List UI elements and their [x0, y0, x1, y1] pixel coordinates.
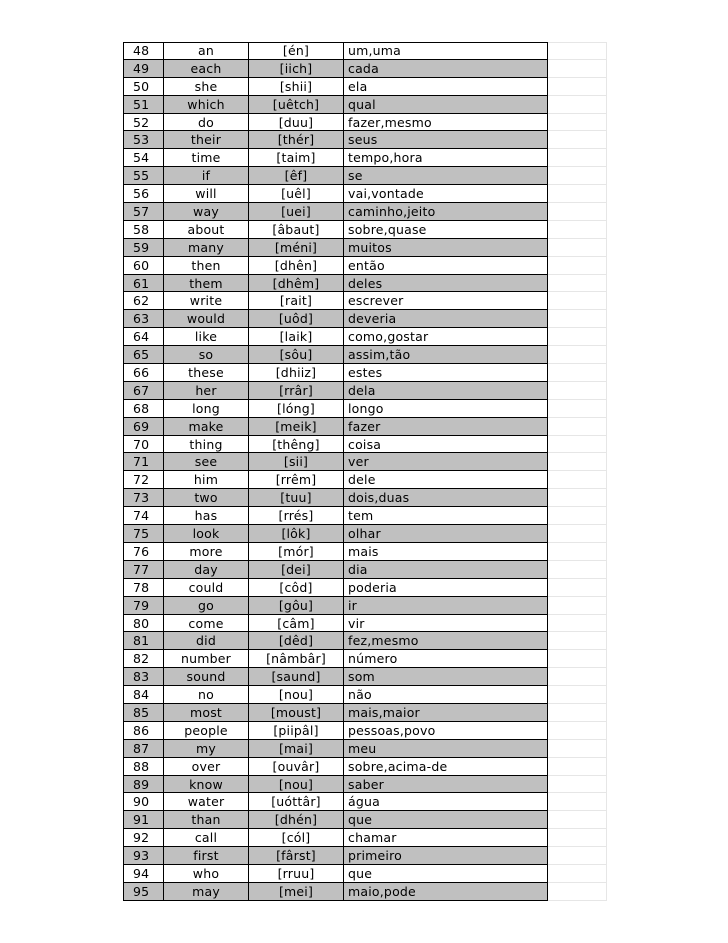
translation-cell: fez,mesmo	[348, 633, 419, 649]
table-row	[123, 579, 607, 597]
pronunciation-cell: [rait]	[249, 292, 344, 310]
vocabulary-table	[123, 42, 607, 901]
pronunciation-cell: [nâmbâr]	[249, 650, 344, 668]
translation-cell: então	[348, 257, 385, 273]
row-number-cell: 57	[123, 203, 164, 221]
pronunciation-cell: [câm]	[249, 615, 344, 633]
translation-cell: cada	[348, 60, 379, 76]
pronunciation-cell: [uêtch]	[249, 96, 344, 114]
empty-grid-cell	[548, 436, 607, 454]
pronunciation-cell: [meik]	[249, 418, 344, 436]
pronunciation-cell: [méni]	[249, 239, 344, 257]
translation-cell: seus	[348, 132, 378, 148]
pronunciation-cell: [sôu]	[249, 346, 344, 364]
empty-grid-cell	[548, 60, 607, 78]
english-word-cell: them	[164, 275, 249, 293]
empty-grid-cell	[548, 185, 607, 203]
translation-cell: não	[348, 687, 372, 703]
empty-grid-cell	[548, 740, 607, 758]
table-row	[123, 883, 607, 901]
translation-cell: dois,duas	[348, 490, 410, 506]
table-row	[123, 131, 607, 149]
table-row	[123, 561, 607, 579]
english-word-cell: write	[164, 292, 249, 310]
translation-cell: como,gostar	[348, 329, 429, 345]
empty-grid-cell	[548, 257, 607, 275]
row-number-cell: 65	[123, 346, 164, 364]
pronunciation-cell: [piipâl]	[249, 722, 344, 740]
translation-cell: vai,vontade	[348, 186, 424, 202]
english-word-cell: day	[164, 561, 249, 579]
table-row	[123, 829, 607, 847]
english-word-cell: time	[164, 149, 249, 167]
english-word-cell: no	[164, 686, 249, 704]
translation-cell: vir	[348, 615, 365, 631]
translation-cell: coisa	[348, 436, 382, 452]
row-number-cell: 67	[123, 382, 164, 400]
english-word-cell: did	[164, 632, 249, 650]
table-row	[123, 167, 607, 185]
pronunciation-cell: [mai]	[249, 740, 344, 758]
english-word-cell: will	[164, 185, 249, 203]
empty-grid-cell	[548, 650, 607, 668]
empty-grid-cell	[548, 221, 607, 239]
pronunciation-cell: [mei]	[249, 883, 344, 901]
translation-cell: poderia	[348, 579, 397, 595]
empty-grid-cell	[548, 883, 607, 901]
table-row	[123, 239, 607, 257]
table-row	[123, 114, 607, 132]
translation-cell: dela	[348, 382, 376, 398]
english-word-cell: than	[164, 811, 249, 829]
row-number-cell: 72	[123, 471, 164, 489]
pronunciation-cell: [âbaut]	[249, 221, 344, 239]
english-word-cell: has	[164, 507, 249, 525]
empty-grid-cell	[548, 364, 607, 382]
pronunciation-cell: [taim]	[249, 149, 344, 167]
translation-cell: sobre,quase	[348, 221, 427, 237]
row-number-cell: 88	[123, 758, 164, 776]
pronunciation-cell: [shii]	[249, 78, 344, 96]
english-word-cell: over	[164, 758, 249, 776]
row-number-cell: 68	[123, 400, 164, 418]
translation-cell: mais,maior	[348, 704, 420, 720]
row-number-cell: 59	[123, 239, 164, 257]
english-word-cell: would	[164, 310, 249, 328]
row-number-cell: 48	[123, 42, 164, 60]
row-number-cell: 82	[123, 650, 164, 668]
empty-grid-cell	[548, 471, 607, 489]
row-number-cell: 79	[123, 597, 164, 615]
english-word-cell: my	[164, 740, 249, 758]
row-number-cell: 58	[123, 221, 164, 239]
pronunciation-cell: [dêd]	[249, 632, 344, 650]
pronunciation-cell: [uôd]	[249, 310, 344, 328]
table-row	[123, 78, 607, 96]
translation-cell: mais	[348, 543, 379, 559]
empty-grid-cell	[548, 149, 607, 167]
pronunciation-cell: [én]	[249, 42, 344, 60]
pronunciation-cell: [uei]	[249, 203, 344, 221]
row-number-cell: 69	[123, 418, 164, 436]
table-row	[123, 650, 607, 668]
pronunciation-cell: [nou]	[249, 776, 344, 794]
pronunciation-cell: [uóttâr]	[249, 793, 344, 811]
table-row	[123, 740, 607, 758]
row-number-cell: 81	[123, 632, 164, 650]
pronunciation-cell: [lôk]	[249, 525, 344, 543]
pronunciation-cell: [rrêm]	[249, 471, 344, 489]
row-number-cell: 49	[123, 60, 164, 78]
row-number-cell: 62	[123, 292, 164, 310]
empty-grid-cell	[548, 42, 607, 60]
empty-grid-cell	[548, 418, 607, 436]
empty-grid-cell	[548, 579, 607, 597]
pronunciation-cell: [rruu]	[249, 865, 344, 883]
empty-grid-cell	[548, 632, 607, 650]
translation-cell: sobre,acima-de	[348, 758, 448, 774]
translation-cell: caminho,jeito	[348, 204, 436, 220]
english-word-cell: so	[164, 346, 249, 364]
empty-grid-cell	[548, 203, 607, 221]
translation-cell: ela	[348, 78, 368, 94]
empty-grid-cell	[548, 525, 607, 543]
translation-cell: longo	[348, 400, 384, 416]
table-row	[123, 686, 607, 704]
table-row	[123, 60, 607, 78]
translation-cell: fazer	[348, 418, 381, 434]
pronunciation-cell: [saund]	[249, 668, 344, 686]
empty-grid-cell	[548, 865, 607, 883]
translation-cell: deles	[348, 275, 383, 291]
empty-grid-cell	[548, 829, 607, 847]
english-word-cell: could	[164, 579, 249, 597]
table-row	[123, 811, 607, 829]
pronunciation-cell: [mór]	[249, 543, 344, 561]
empty-grid-cell	[548, 328, 607, 346]
english-word-cell: long	[164, 400, 249, 418]
table-row	[123, 668, 607, 686]
english-word-cell: an	[164, 42, 249, 60]
empty-grid-cell	[548, 776, 607, 794]
pronunciation-cell: [thér]	[249, 131, 344, 149]
empty-grid-cell	[548, 722, 607, 740]
translation-cell: maio,pode	[348, 883, 416, 899]
english-word-cell: then	[164, 257, 249, 275]
english-word-cell: number	[164, 650, 249, 668]
row-number-cell: 53	[123, 131, 164, 149]
pronunciation-cell: [moust]	[249, 704, 344, 722]
empty-grid-cell	[548, 615, 607, 633]
empty-grid-cell	[548, 453, 607, 471]
row-number-cell: 74	[123, 507, 164, 525]
row-number-cell: 87	[123, 740, 164, 758]
translation-cell: dia	[348, 561, 368, 577]
translation-cell: deveria	[348, 311, 397, 327]
table-row	[123, 400, 607, 418]
pronunciation-cell: [sii]	[249, 453, 344, 471]
empty-grid-cell	[548, 96, 607, 114]
pronunciation-cell: [rrâr]	[249, 382, 344, 400]
translation-cell: assim,tão	[348, 347, 411, 363]
row-number-cell: 86	[123, 722, 164, 740]
translation-cell: pessoas,povo	[348, 722, 436, 738]
translation-cell: primeiro	[348, 848, 402, 864]
translation-cell: qual	[348, 96, 376, 112]
empty-grid-cell	[548, 811, 607, 829]
translation-cell: saber	[348, 776, 384, 792]
row-number-cell: 66	[123, 364, 164, 382]
empty-grid-cell	[548, 346, 607, 364]
english-word-cell: may	[164, 883, 249, 901]
row-number-cell: 77	[123, 561, 164, 579]
empty-grid-cell	[548, 310, 607, 328]
translation-cell: muitos	[348, 239, 392, 255]
table-row	[123, 453, 607, 471]
pronunciation-cell: [iich]	[249, 60, 344, 78]
english-word-cell: two	[164, 489, 249, 507]
translation-cell: som	[348, 669, 375, 685]
english-word-cell: see	[164, 453, 249, 471]
empty-grid-cell	[548, 507, 607, 525]
english-word-cell: him	[164, 471, 249, 489]
pronunciation-cell: [laik]	[249, 328, 344, 346]
pronunciation-cell: [tuu]	[249, 489, 344, 507]
translation-cell: escrever	[348, 293, 404, 309]
english-word-cell: look	[164, 525, 249, 543]
english-word-cell: water	[164, 793, 249, 811]
row-number-cell: 63	[123, 310, 164, 328]
translation-cell: um,uma	[348, 43, 402, 58]
row-number-cell: 89	[123, 776, 164, 794]
translation-cell: dele	[348, 472, 376, 488]
pronunciation-cell: [cól]	[249, 829, 344, 847]
translation-cell: fazer,mesmo	[348, 114, 432, 130]
english-word-cell: who	[164, 865, 249, 883]
row-number-cell: 94	[123, 865, 164, 883]
pronunciation-cell: [dhiiz]	[249, 364, 344, 382]
table-row	[123, 471, 607, 489]
empty-grid-cell	[548, 597, 607, 615]
translation-cell: meu	[348, 740, 377, 756]
table-row	[123, 185, 607, 203]
english-word-cell: her	[164, 382, 249, 400]
translation-cell: chamar	[348, 830, 397, 846]
table-row	[123, 221, 607, 239]
pronunciation-cell: [dhén]	[249, 811, 344, 829]
table-row	[123, 543, 607, 561]
table-row	[123, 96, 607, 114]
pronunciation-cell: [uêl]	[249, 185, 344, 203]
row-number-cell: 52	[123, 114, 164, 132]
row-number-cell: 76	[123, 543, 164, 561]
english-word-cell: most	[164, 704, 249, 722]
empty-grid-cell	[548, 847, 607, 865]
table-row	[123, 758, 607, 776]
row-number-cell: 84	[123, 686, 164, 704]
english-word-cell: sound	[164, 668, 249, 686]
pronunciation-cell: [dhêm]	[249, 275, 344, 293]
row-number-cell: 60	[123, 257, 164, 275]
english-word-cell: about	[164, 221, 249, 239]
table-row	[123, 346, 607, 364]
row-number-cell: 95	[123, 883, 164, 901]
translation-cell: tem	[348, 508, 374, 524]
row-number-cell: 51	[123, 96, 164, 114]
english-word-cell: call	[164, 829, 249, 847]
english-word-cell: go	[164, 597, 249, 615]
pronunciation-cell: [dhên]	[249, 257, 344, 275]
row-number-cell: 80	[123, 615, 164, 633]
translation-cell: que	[348, 865, 373, 881]
english-word-cell: know	[164, 776, 249, 794]
table-row	[123, 292, 607, 310]
empty-grid-cell	[548, 758, 607, 776]
english-word-cell: which	[164, 96, 249, 114]
row-number-cell: 55	[123, 167, 164, 185]
row-number-cell: 92	[123, 829, 164, 847]
english-word-cell: if	[164, 167, 249, 185]
row-number-cell: 64	[123, 328, 164, 346]
empty-grid-cell	[548, 668, 607, 686]
row-number-cell: 54	[123, 149, 164, 167]
row-number-cell: 83	[123, 668, 164, 686]
empty-grid-cell	[548, 78, 607, 96]
empty-grid-cell	[548, 275, 607, 293]
pronunciation-cell: [êf]	[249, 167, 344, 185]
pronunciation-cell: [gôu]	[249, 597, 344, 615]
table-row	[123, 42, 607, 60]
table-row	[123, 632, 607, 650]
table-row	[123, 310, 607, 328]
empty-grid-cell	[548, 382, 607, 400]
translation-cell: número	[348, 651, 398, 667]
empty-grid-cell	[548, 167, 607, 185]
english-word-cell: she	[164, 78, 249, 96]
pronunciation-cell: [lóng]	[249, 400, 344, 418]
empty-grid-cell	[548, 400, 607, 418]
translation-cell: água	[348, 794, 380, 810]
translation-cell: que	[348, 812, 373, 828]
translation-cell: tempo,hora	[348, 150, 423, 166]
translation-cell: olhar	[348, 526, 381, 542]
english-word-cell: people	[164, 722, 249, 740]
empty-grid-cell	[548, 686, 607, 704]
english-word-cell: many	[164, 239, 249, 257]
table-row	[123, 847, 607, 865]
table-row	[123, 418, 607, 436]
empty-grid-cell	[548, 114, 607, 132]
table-row	[123, 149, 607, 167]
table-row	[123, 615, 607, 633]
pronunciation-cell: [duu]	[249, 114, 344, 132]
english-word-cell: way	[164, 203, 249, 221]
table-row	[123, 507, 607, 525]
row-number-cell: 85	[123, 704, 164, 722]
table-row	[123, 436, 607, 454]
row-number-cell: 91	[123, 811, 164, 829]
english-word-cell: these	[164, 364, 249, 382]
pronunciation-cell: [rrés]	[249, 507, 344, 525]
translation-cell: se	[348, 168, 363, 184]
english-word-cell: more	[164, 543, 249, 561]
table-row	[123, 489, 607, 507]
english-word-cell: each	[164, 60, 249, 78]
empty-grid-cell	[548, 292, 607, 310]
table-row	[123, 793, 607, 811]
english-word-cell: like	[164, 328, 249, 346]
table-row	[123, 382, 607, 400]
english-word-cell: first	[164, 847, 249, 865]
pronunciation-cell: [nou]	[249, 686, 344, 704]
row-number-cell: 71	[123, 453, 164, 471]
table-row	[123, 203, 607, 221]
row-number-cell: 90	[123, 793, 164, 811]
empty-grid-cell	[548, 489, 607, 507]
empty-grid-cell	[548, 131, 607, 149]
english-word-cell: make	[164, 418, 249, 436]
row-number-cell: 78	[123, 579, 164, 597]
translation-cell: ir	[348, 597, 358, 613]
row-number-cell: 56	[123, 185, 164, 203]
table-row	[123, 525, 607, 543]
table-row	[123, 704, 607, 722]
row-number-cell: 61	[123, 275, 164, 293]
row-number-cell: 93	[123, 847, 164, 865]
table-rows	[123, 42, 607, 901]
empty-grid-cell	[548, 561, 607, 579]
pronunciation-cell: [thêng]	[249, 436, 344, 454]
table-row	[123, 865, 607, 883]
row-number-cell: 75	[123, 525, 164, 543]
pronunciation-cell: [fârst]	[249, 847, 344, 865]
english-word-cell: their	[164, 131, 249, 149]
table-row	[123, 257, 607, 275]
empty-grid-cell	[548, 793, 607, 811]
translation-cell: estes	[348, 365, 383, 381]
english-word-cell: come	[164, 615, 249, 633]
table-row	[123, 776, 607, 794]
empty-grid-cell	[548, 239, 607, 257]
row-number-cell: 70	[123, 436, 164, 454]
empty-grid-cell	[548, 704, 607, 722]
pronunciation-cell: [ouvâr]	[249, 758, 344, 776]
english-word-cell: thing	[164, 436, 249, 454]
table-row	[123, 597, 607, 615]
english-word-cell: do	[164, 114, 249, 132]
table-row	[123, 722, 607, 740]
table-row	[123, 328, 607, 346]
pronunciation-cell: [côd]	[249, 579, 344, 597]
row-number-cell: 50	[123, 78, 164, 96]
table-row	[123, 275, 607, 293]
translation-cell: ver	[348, 454, 369, 470]
pronunciation-cell: [dei]	[249, 561, 344, 579]
table-row	[123, 364, 607, 382]
empty-grid-cell	[548, 543, 607, 561]
row-number-cell: 73	[123, 489, 164, 507]
